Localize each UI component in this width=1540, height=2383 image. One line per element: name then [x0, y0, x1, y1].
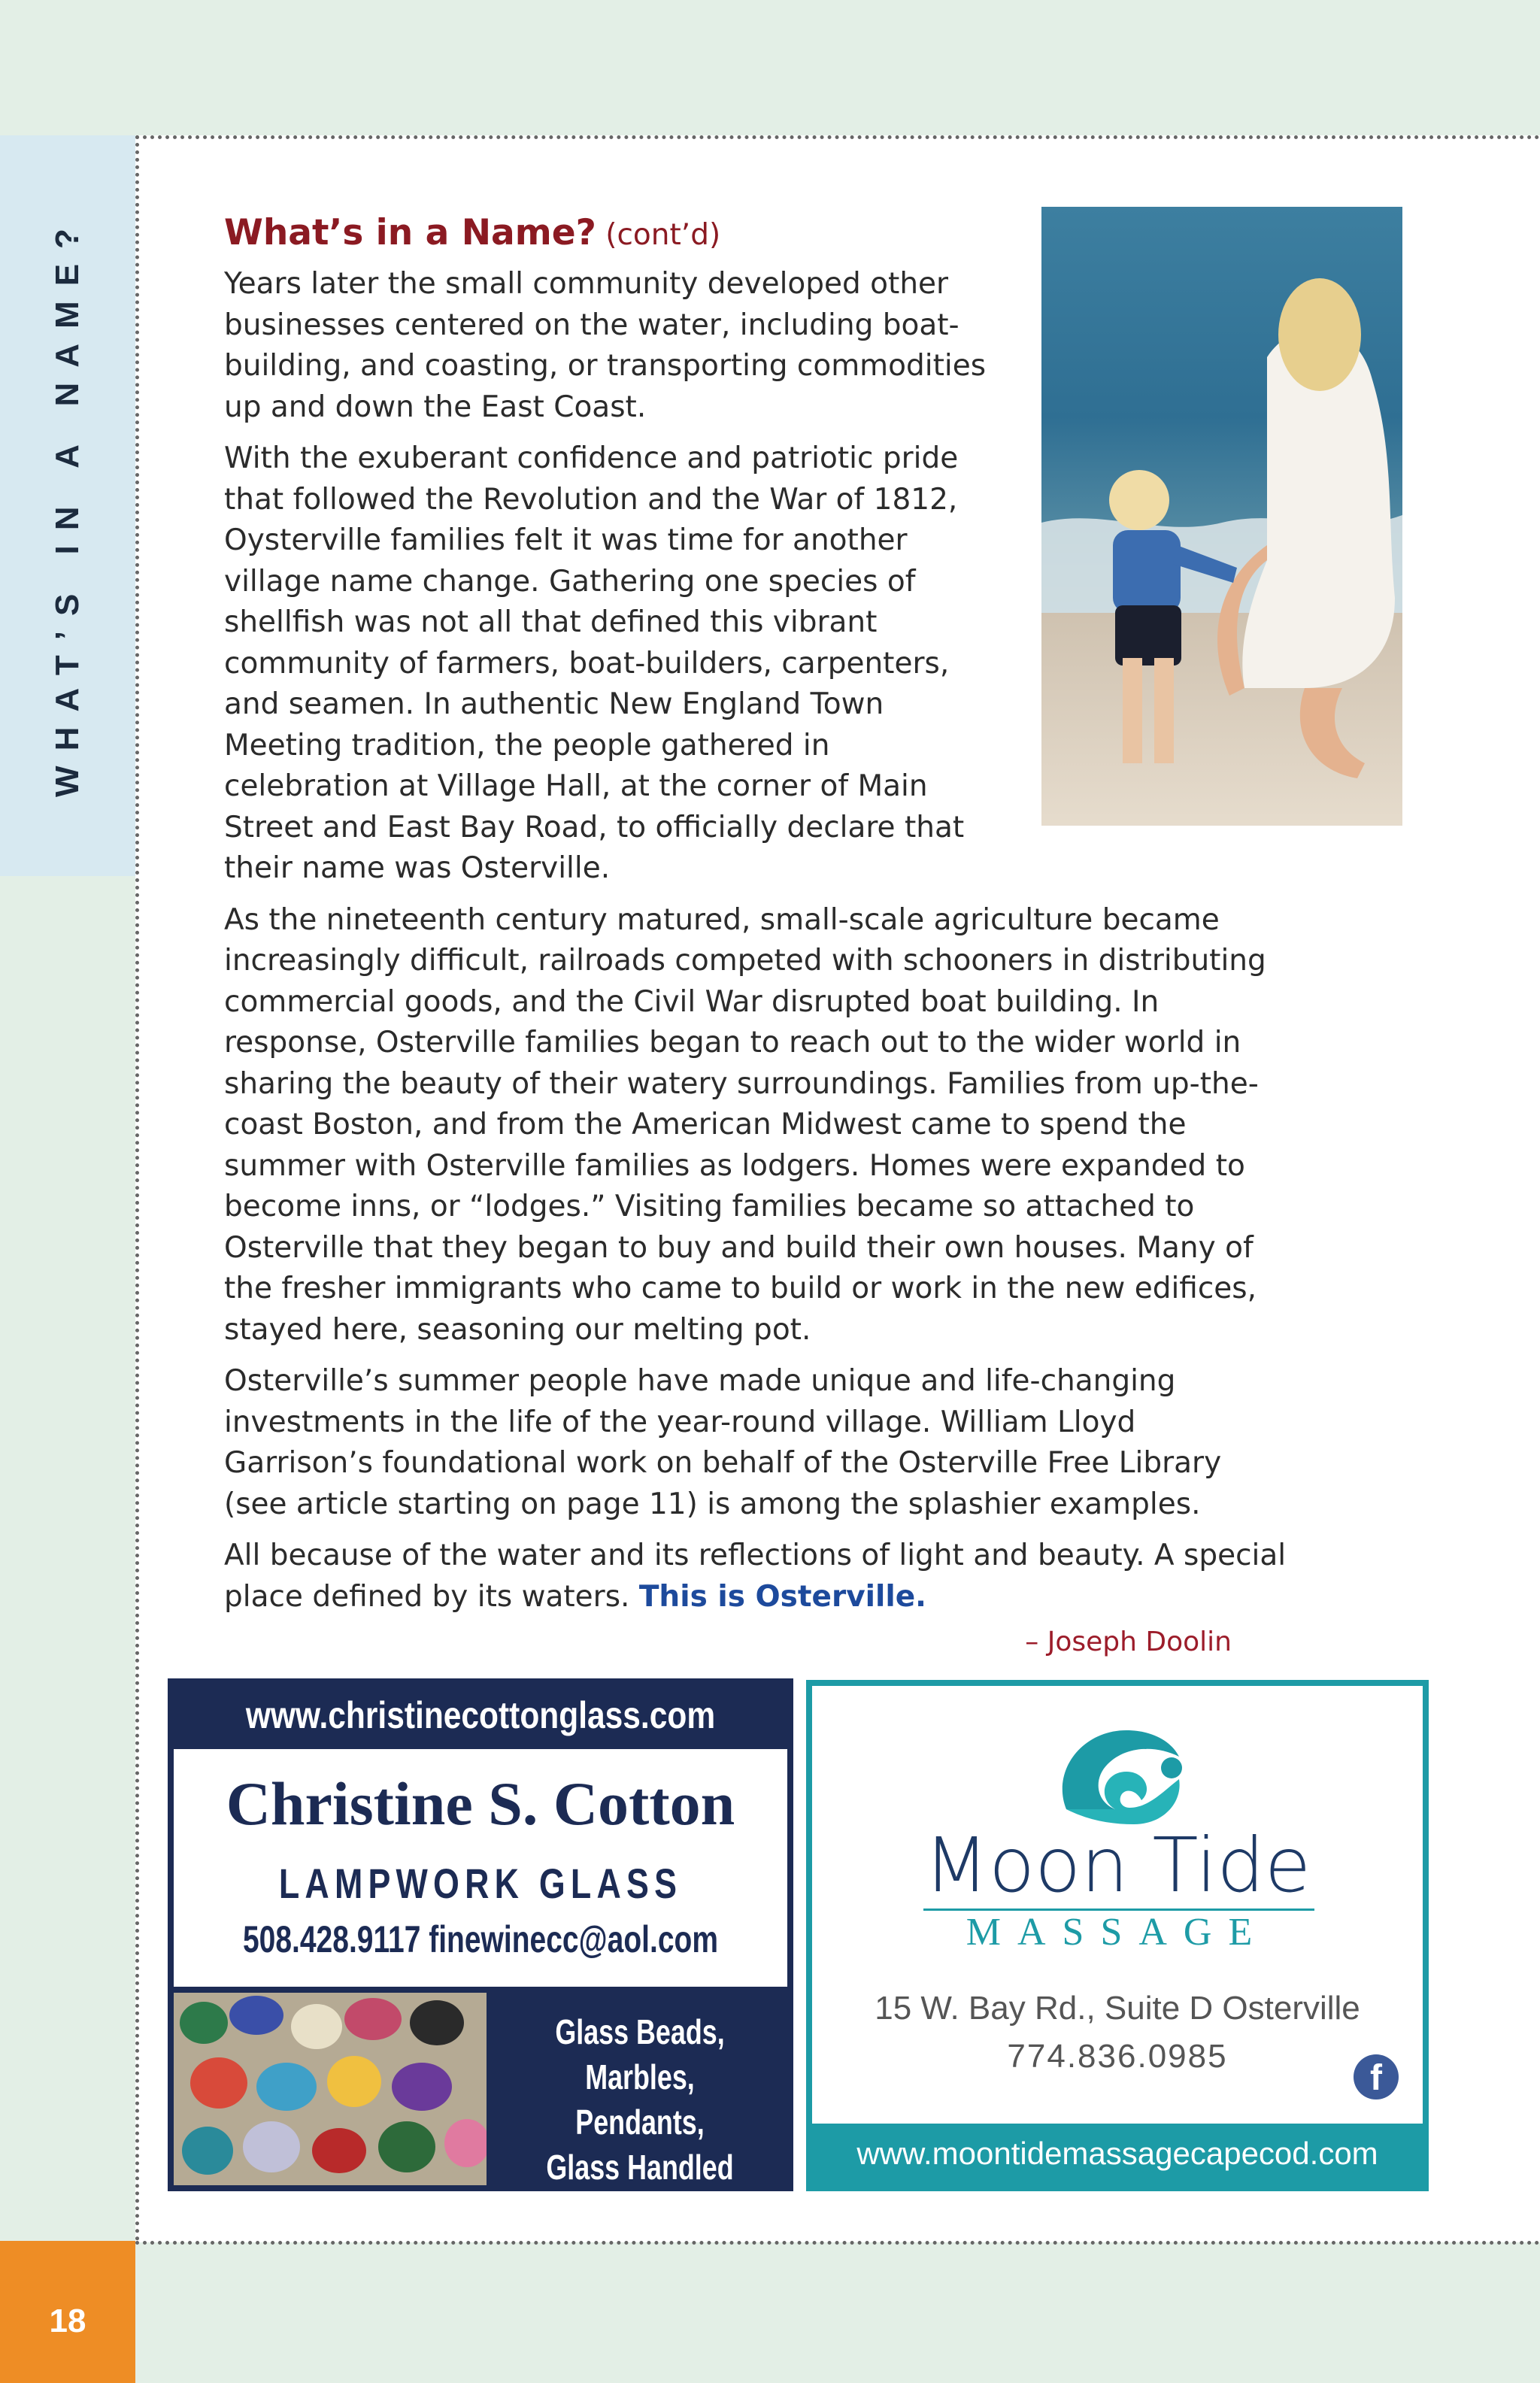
- moon-address: 15 W. Bay Rd., Suite D Osterville: [875, 1990, 1360, 2027]
- ad-moon-tide: [806, 1680, 1429, 2191]
- cotton-item: Glass Beads, Marbles,: [555, 2012, 725, 2096]
- closing-highlight: This is Osterville.: [638, 1579, 927, 1614]
- glass-beads-photo: [174, 1993, 487, 2185]
- article-title-suffix: (cont’d): [605, 218, 721, 252]
- article-byline: – Joseph Doolin: [1025, 1627, 1232, 1657]
- cotton-contact: 508.428.9117 finewinecc@aol.com: [242, 1918, 719, 1960]
- dotted-border-left: [135, 135, 139, 2242]
- page-number: 18: [49, 2303, 86, 2339]
- cotton-website[interactable]: www.christinecottonglass.com: [245, 1694, 716, 1736]
- facebook-icon[interactable]: f: [1354, 2054, 1399, 2100]
- moon-phone: 774.836.0985: [1007, 2038, 1228, 2075]
- article-headline: [224, 211, 991, 258]
- article-paragraph: Osterville’s summer people have made unique and life-changing investments in the life of the year-round village. William Lloyd Garrison’s foundational work on behalf of the Osterville Free Library (see article starting on page 11) is among the splashier examples.: [224, 1364, 1222, 1521]
- moon-website[interactable]: www.moontidemassagecapecod.com: [856, 2136, 1378, 2171]
- dotted-border-bottom: [135, 2241, 1540, 2245]
- section-tab-label: WHAT’S IN A NAME?: [49, 214, 86, 797]
- cotton-business-name: Christine S. Cotton: [226, 1769, 735, 1838]
- moon-business-name: Moon Tide: [923, 1821, 1311, 1909]
- article-paragraph: As the nineteenth century matured, small-scale agriculture became increasingly difficult, railroads competed with schooners in distributing commercial goods, and the Civil War disrupted boat building. In response, Osterville families began to reach out to the wider world in sharing the beauty of their watery surroundings. Families from up-the-coast Boston, and from the American Midwest came to spend the summer with Osterville families as lodgers. Homes were expanded to become inns, or “lodges.” Visiting families became so attached to Osterville that they began to buy and build their own houses. Many of the fresher immigrants who came to build or work in the new edifices, stayed here, seasoning our melting pot.: [224, 902, 1266, 1347]
- closing-text: All because of the water and its reflections of light and beauty. A special place defined by its waters.: [224, 1539, 1287, 1614]
- cotton-business-kind: LAMPWORK GLASS: [278, 1860, 683, 1907]
- article-paragraph: With the exuberant confidence and patriotic pride that followed the Revolution and the War of 1812, Oysterville families felt it was time for another village name change. Gathering one species of shellfish was not all that defined this vibrant community of farmers, boat-builders, carpenters, and seamen. In authentic New England Town Meeting tradition, the people gathered in celebration at Village Hall, at the corner of Main Street and East Bay Road, to officially declare that their name was Osterville.: [224, 441, 965, 885]
- beach-photo: [1041, 207, 1402, 826]
- cotton-item: Glass Handled Items: [546, 2148, 734, 2232]
- moon-business-subtitle: MASSAGE: [966, 1911, 1269, 1954]
- article-title: What’s in a Name?: [224, 212, 596, 253]
- wave-logo-icon: [1051, 1719, 1194, 1832]
- cotton-item: Pendants,: [575, 2103, 705, 2142]
- cotton-items-list: [525, 2009, 755, 2235]
- dotted-border-top: [135, 135, 1540, 139]
- ad-christine-cotton: [168, 1678, 793, 2232]
- cotton-name-card: [174, 1749, 787, 1987]
- article-paragraph: Years later the small community developed other businesses centered on the water, including boat-building, and coasting, or transporting commodities up and down the East Coast.: [224, 267, 987, 424]
- article-closing-paragraph: [224, 1536, 1292, 1617]
- moon-ad-panel: [812, 1686, 1423, 2124]
